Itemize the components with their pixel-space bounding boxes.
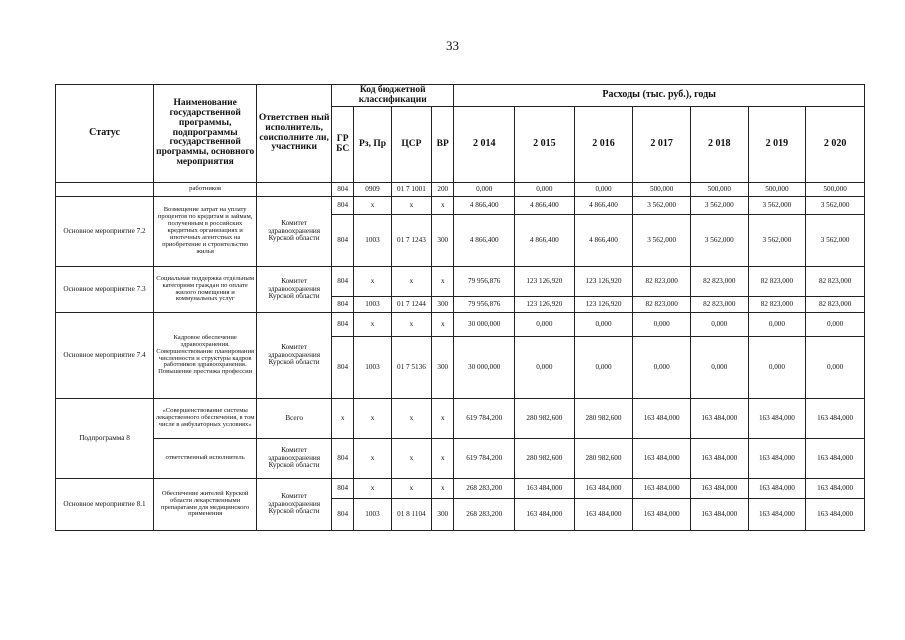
value-cell: 163 484,000 xyxy=(748,439,806,479)
value-cell: 280 982,600 xyxy=(574,399,633,439)
value-cell: 82 823,000 xyxy=(806,267,865,297)
grbs-cell: 804 xyxy=(332,479,354,499)
value-cell: 500,000 xyxy=(633,183,691,197)
value-cell: 163 484,000 xyxy=(690,479,748,499)
value-cell: 3 562,000 xyxy=(806,215,865,267)
header-rzpr: Рз, Пр xyxy=(354,107,391,183)
vr-cell: x xyxy=(432,439,454,479)
vr-cell: 300 xyxy=(432,297,454,313)
rzpr-cell: 1003 xyxy=(354,297,391,313)
vr-cell: x xyxy=(432,267,454,297)
grbs-cell: 804 xyxy=(332,439,354,479)
value-cell: 163 484,000 xyxy=(806,399,865,439)
value-cell: 280 982,600 xyxy=(574,439,633,479)
header-year: 2 015 xyxy=(515,107,575,183)
value-cell: 500,000 xyxy=(748,183,806,197)
value-cell: 0,000 xyxy=(806,313,865,337)
grbs-cell: x xyxy=(332,399,354,439)
name-cell: Социальная поддержка отдельным категориям граждан по оплате жилого помещения и коммунальных услуг xyxy=(154,267,257,313)
header-row-1 xyxy=(56,85,865,107)
rzpr-cell: 0909 xyxy=(354,183,391,197)
value-cell: 30 000,000 xyxy=(454,313,515,337)
header-year: 2 016 xyxy=(574,107,633,183)
value-cell: 123 126,920 xyxy=(515,297,575,313)
name-cell: Возмещение затрат на уплату процентов по кредитам и займам, полученным в российских кредитных организациях и ипотечных агентствах на приобретение и строительство жилья xyxy=(154,197,257,267)
rzpr-cell: 1003 xyxy=(354,337,391,399)
value-cell: 163 484,000 xyxy=(515,479,575,499)
vr-cell: x xyxy=(432,479,454,499)
value-cell: 619 784,200 xyxy=(454,399,515,439)
value-cell: 4 866,400 xyxy=(574,197,633,215)
value-cell: 163 484,000 xyxy=(806,499,865,531)
header-expenses-group: Расходы (тыс. руб.), годы xyxy=(454,85,865,107)
name-cell: «Совершенствование системы лекарственного обеспечения, в том числе в амбулаторных условиях» xyxy=(154,399,257,439)
value-cell: 0,000 xyxy=(454,183,515,197)
value-cell: 3 562,000 xyxy=(633,215,691,267)
value-cell: 0,000 xyxy=(690,337,748,399)
name-cell: работников xyxy=(154,183,257,197)
rzpr-cell: 1003 xyxy=(354,499,391,531)
value-cell: 0,000 xyxy=(515,337,575,399)
page-number: 33 xyxy=(446,38,459,53)
value-cell: 500,000 xyxy=(690,183,748,197)
status-cell: Основное мероприятие 8.1 xyxy=(56,479,154,531)
value-cell: 0,000 xyxy=(633,337,691,399)
header-status: Статус xyxy=(56,85,154,183)
vr-cell: x xyxy=(432,313,454,337)
value-cell: 82 823,000 xyxy=(690,297,748,313)
grbs-cell: 804 xyxy=(332,267,354,297)
value-cell: 3 562,000 xyxy=(633,197,691,215)
table-row xyxy=(56,313,865,337)
table-row xyxy=(56,399,865,439)
value-cell: 163 484,000 xyxy=(806,479,865,499)
header-csr: ЦСР xyxy=(391,107,431,183)
value-cell: 163 484,000 xyxy=(633,399,691,439)
status-cell: Основное мероприятие 7.4 xyxy=(56,313,154,399)
vr-cell: 300 xyxy=(432,337,454,399)
header-name: Наименование государственной программы, подпрограммы государственной программы, основного мероприятия xyxy=(154,85,257,183)
name-cell: Обеспечение жителей Курской области лекарственными препаратами для медицинского применения xyxy=(154,479,257,531)
value-cell: 0,000 xyxy=(748,313,806,337)
value-cell: 123 126,920 xyxy=(574,267,633,297)
value-cell: 82 823,000 xyxy=(748,267,806,297)
value-cell: 0,000 xyxy=(574,183,633,197)
value-cell: 163 484,000 xyxy=(690,439,748,479)
csr-cell: 01 7 5136 xyxy=(391,337,431,399)
value-cell: 79 956,876 xyxy=(454,267,515,297)
value-cell: 619 784,200 xyxy=(454,439,515,479)
value-cell: 163 484,000 xyxy=(690,499,748,531)
grbs-cell: 804 xyxy=(332,215,354,267)
value-cell: 163 484,000 xyxy=(574,479,633,499)
csr-cell: 01 7 1243 xyxy=(391,215,431,267)
value-cell: 3 562,000 xyxy=(806,197,865,215)
csr-cell: x xyxy=(391,267,431,297)
table-row xyxy=(56,479,865,499)
csr-cell: x xyxy=(391,313,431,337)
grbs-cell: 804 xyxy=(332,197,354,215)
value-cell: 123 126,920 xyxy=(515,267,575,297)
status-cell: Основное мероприятие 7.3 xyxy=(56,267,154,313)
rzpr-cell: x xyxy=(354,197,391,215)
value-cell: 79 956,876 xyxy=(454,297,515,313)
header-vr: ВР xyxy=(432,107,454,183)
table-row xyxy=(56,197,865,215)
header-year: 2 020 xyxy=(806,107,865,183)
header-grbs: ГР БС xyxy=(332,107,354,183)
header-year: 2 017 xyxy=(633,107,691,183)
name-cell: ответственный исполнитель xyxy=(154,439,257,479)
value-cell: 0,000 xyxy=(515,183,575,197)
value-cell: 3 562,000 xyxy=(690,215,748,267)
value-cell: 3 562,000 xyxy=(748,197,806,215)
value-cell: 3 562,000 xyxy=(748,215,806,267)
value-cell: 163 484,000 xyxy=(748,479,806,499)
table-row xyxy=(56,267,865,297)
executor-cell: Всего xyxy=(257,399,332,439)
value-cell: 0,000 xyxy=(574,337,633,399)
status-cell: Подпрограмма 8 xyxy=(56,399,154,479)
status-cell xyxy=(56,183,154,197)
value-cell: 163 484,000 xyxy=(633,499,691,531)
csr-cell: 01 7 1244 xyxy=(391,297,431,313)
value-cell: 163 484,000 xyxy=(748,399,806,439)
value-cell: 268 283,200 xyxy=(454,479,515,499)
value-cell: 163 484,000 xyxy=(806,439,865,479)
value-cell: 30 000,000 xyxy=(454,337,515,399)
header-year: 2 018 xyxy=(690,107,748,183)
vr-cell: x xyxy=(432,197,454,215)
rzpr-cell: x xyxy=(354,267,391,297)
csr-cell: 01 7 1001 xyxy=(391,183,431,197)
header-executor: Ответствен ный исполнитель, соисполните ли, участники xyxy=(257,85,332,183)
executor-cell: Комитет здравоохранения Курской области xyxy=(257,313,332,399)
value-cell: 163 484,000 xyxy=(690,399,748,439)
value-cell: 0,000 xyxy=(574,313,633,337)
value-cell: 163 484,000 xyxy=(633,439,691,479)
grbs-cell: 804 xyxy=(332,183,354,197)
name-cell: Кадровое обеспечение здравоохранения. Совершенствование планирования численности и структуры кадров работников здравоохранения. Повышение престижа профессии xyxy=(154,313,257,399)
rzpr-cell: x xyxy=(354,479,391,499)
table-row xyxy=(56,183,865,197)
rzpr-cell: x xyxy=(354,313,391,337)
budget-table xyxy=(55,84,865,531)
value-cell: 280 982,600 xyxy=(515,439,575,479)
csr-cell: x xyxy=(391,479,431,499)
value-cell: 3 562,000 xyxy=(690,197,748,215)
value-cell: 82 823,000 xyxy=(633,267,691,297)
status-cell: Основное мероприятие 7.2 xyxy=(56,197,154,267)
value-cell: 4 866,400 xyxy=(515,215,575,267)
value-cell: 0,000 xyxy=(806,337,865,399)
value-cell: 4 866,400 xyxy=(454,197,515,215)
value-cell: 268 283,200 xyxy=(454,499,515,531)
csr-cell: x xyxy=(391,399,431,439)
grbs-cell: 804 xyxy=(332,297,354,313)
rzpr-cell: x xyxy=(354,399,391,439)
value-cell: 280 982,600 xyxy=(515,399,575,439)
value-cell: 163 484,000 xyxy=(633,479,691,499)
executor-cell: Комитет здравоохранения Курской области xyxy=(257,267,332,313)
executor-cell: Комитет здравоохранения Курской области xyxy=(257,479,332,531)
grbs-cell: 804 xyxy=(332,337,354,399)
value-cell: 500,000 xyxy=(806,183,865,197)
value-cell: 4 866,400 xyxy=(574,215,633,267)
csr-cell: 01 8 1104 xyxy=(391,499,431,531)
value-cell: 82 823,000 xyxy=(806,297,865,313)
grbs-cell: 804 xyxy=(332,313,354,337)
rzpr-cell: 1003 xyxy=(354,215,391,267)
executor-cell: Комитет здравоохранения Курской области xyxy=(257,197,332,267)
value-cell: 123 126,920 xyxy=(574,297,633,313)
vr-cell: x xyxy=(432,399,454,439)
value-cell: 0,000 xyxy=(748,337,806,399)
value-cell: 0,000 xyxy=(633,313,691,337)
csr-cell: x xyxy=(391,439,431,479)
header-year: 2 019 xyxy=(748,107,806,183)
executor-cell: Комитет здравоохранения Курской области xyxy=(257,439,332,479)
value-cell: 4 866,400 xyxy=(454,215,515,267)
value-cell: 163 484,000 xyxy=(574,499,633,531)
table-row xyxy=(56,439,865,479)
value-cell: 0,000 xyxy=(515,313,575,337)
value-cell: 163 484,000 xyxy=(515,499,575,531)
header-year: 2 014 xyxy=(454,107,515,183)
vr-cell: 300 xyxy=(432,499,454,531)
value-cell: 82 823,000 xyxy=(690,267,748,297)
vr-cell: 200 xyxy=(432,183,454,197)
value-cell: 0,000 xyxy=(690,313,748,337)
csr-cell: x xyxy=(391,197,431,215)
value-cell: 163 484,000 xyxy=(748,499,806,531)
header-code-group: Код бюджетной классификации xyxy=(332,85,454,107)
rzpr-cell: x xyxy=(354,439,391,479)
executor-cell xyxy=(257,183,332,197)
value-cell: 82 823,000 xyxy=(633,297,691,313)
grbs-cell: 804 xyxy=(332,499,354,531)
value-cell: 4 866,400 xyxy=(515,197,575,215)
value-cell: 82 823,000 xyxy=(748,297,806,313)
vr-cell: 300 xyxy=(432,215,454,267)
